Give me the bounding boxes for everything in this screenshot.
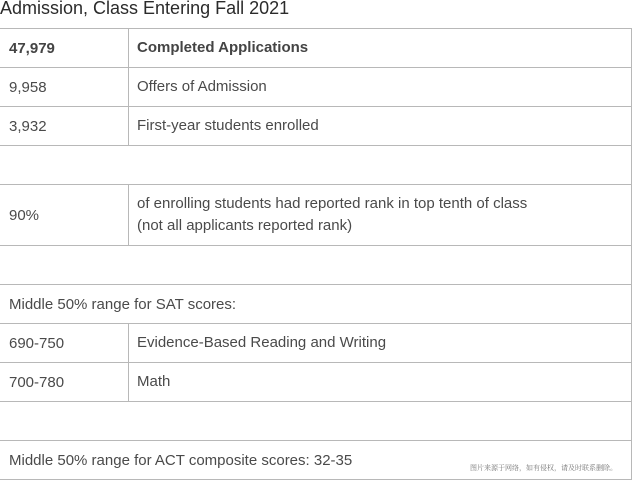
table-row-heading <box>0 441 631 480</box>
table-row-empty <box>0 246 631 285</box>
table-row <box>0 324 631 363</box>
cell-label <box>129 107 631 145</box>
label-line-2: (not all applicants reported rank) <box>137 217 353 234</box>
table-row <box>0 185 631 246</box>
page-title: Admission, Class Entering Fall 2021 <box>0 0 290 18</box>
cell-label <box>129 363 631 401</box>
label-text: Completed Applications <box>137 39 309 56</box>
table-row <box>0 363 631 402</box>
empty-cell <box>0 246 631 284</box>
cell-value: 700-780 <box>0 363 129 401</box>
act-range-heading: Middle 50% range for ACT composite scores: 32-35 <box>9 451 353 469</box>
cell-value: 90% <box>0 185 129 245</box>
cell-value: 690-750 <box>0 324 129 362</box>
table-row-empty <box>0 402 631 441</box>
table-row <box>0 29 631 68</box>
table-row <box>0 68 631 107</box>
cell-label <box>129 68 631 106</box>
table-row-heading <box>0 285 631 324</box>
label-text: Offers of Admission <box>137 78 267 95</box>
cell-value: 47,979 <box>0 29 129 67</box>
empty-cell <box>0 146 631 184</box>
watermark-text: 图片来源于网络，如有侵权，请及时联系删除。 <box>470 465 617 472</box>
label-line-1: of enrolling students had reported rank in top tenth of class <box>137 195 528 212</box>
cell-label <box>129 185 631 245</box>
cell-value: 3,932 <box>0 107 129 145</box>
cell-value: 9,958 <box>0 68 129 106</box>
table-row-empty <box>0 146 631 185</box>
admissions-table <box>0 28 632 480</box>
cell-label <box>129 29 631 67</box>
label-text: Math <box>137 373 171 390</box>
empty-cell <box>0 402 631 440</box>
sat-range-heading: Middle 50% range for SAT scores: <box>9 295 237 313</box>
label-text: First-year students enrolled <box>137 117 319 134</box>
cell-label <box>129 324 631 362</box>
label-text: Evidence-Based Reading and Writing <box>137 334 387 351</box>
table-row <box>0 107 631 146</box>
